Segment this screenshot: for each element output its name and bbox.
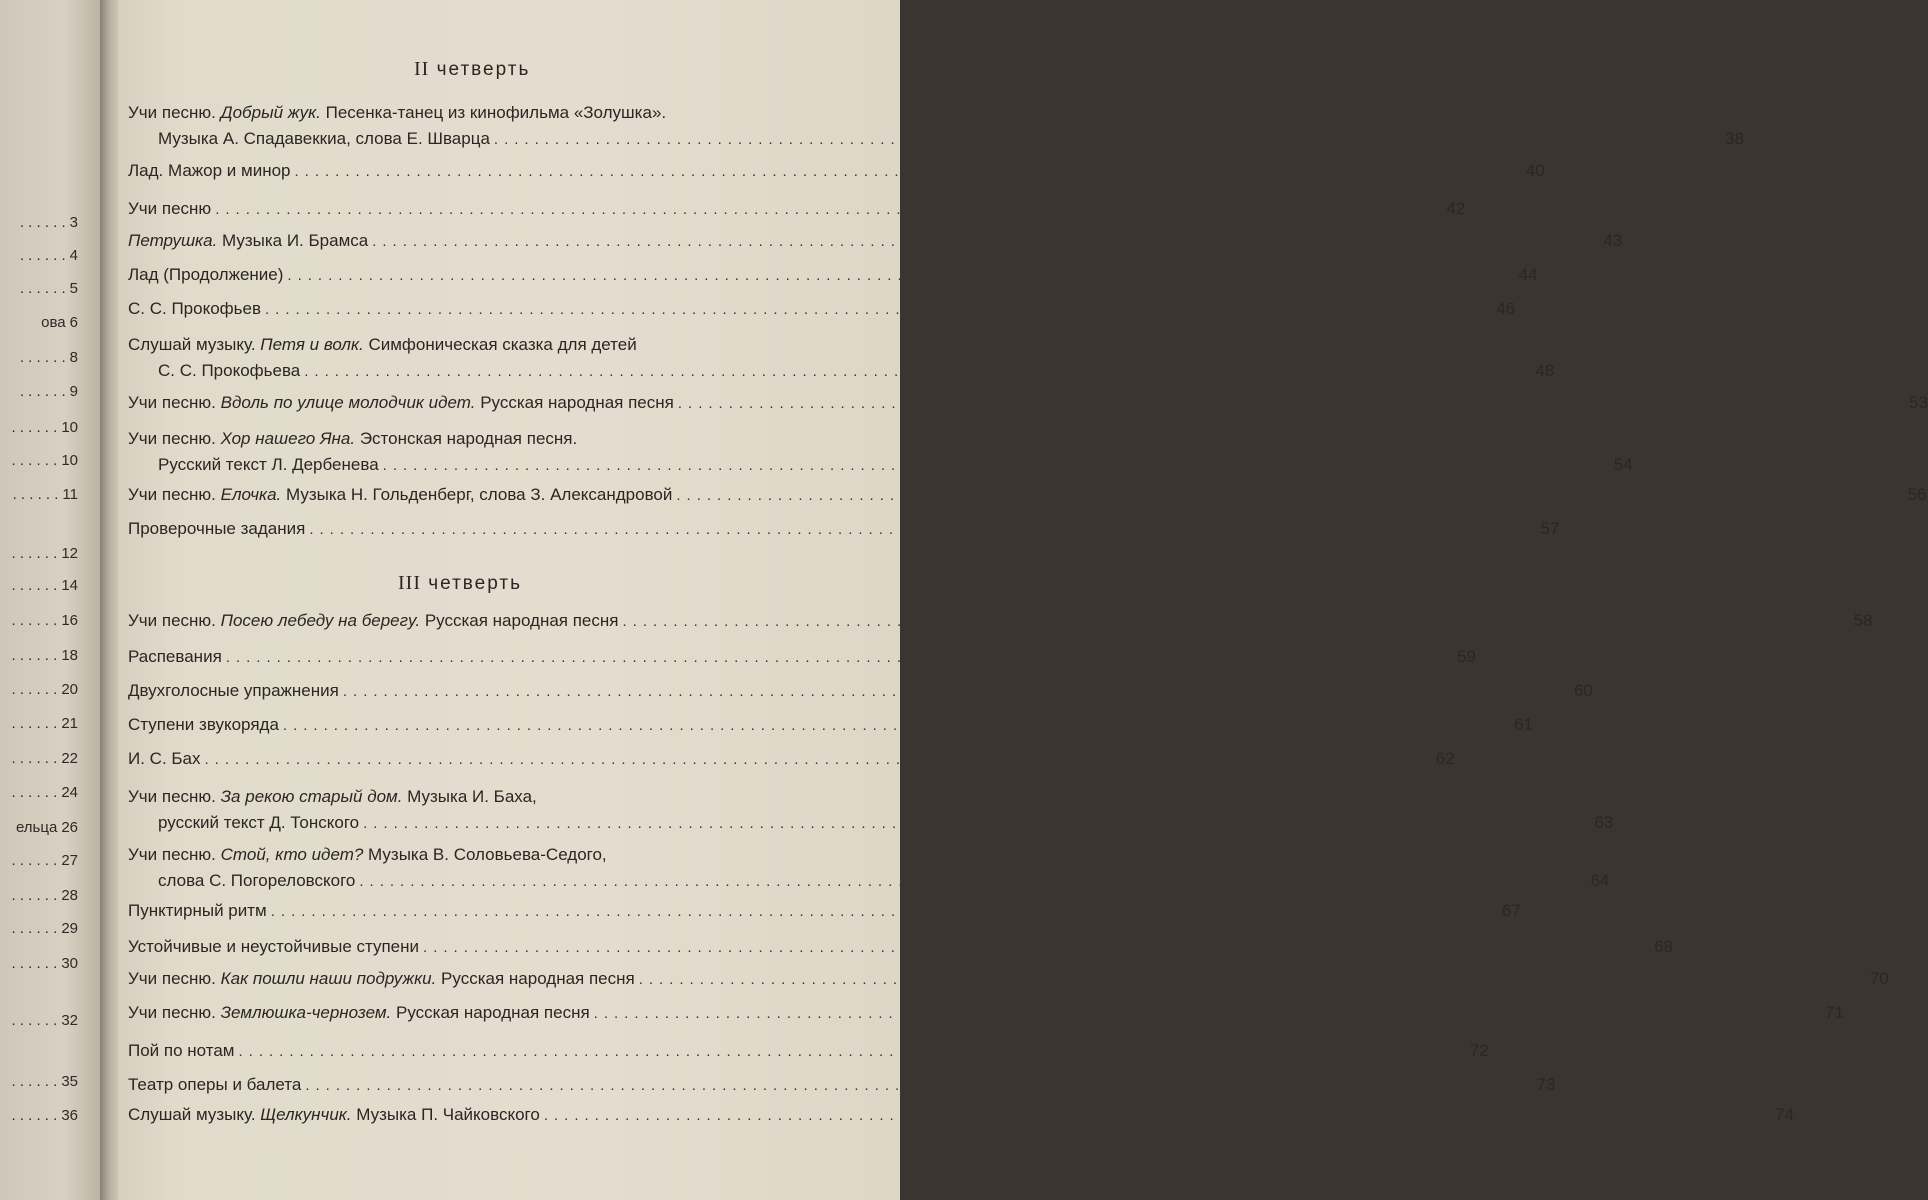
left-page-entry	[41, 314, 78, 331]
page-number: 6	[69, 314, 78, 331]
leader-dots: ........................................................................................................................	[204, 751, 1425, 768]
toc-entry	[128, 428, 1633, 477]
toc-entry-line	[128, 1074, 1556, 1097]
left-page-entry	[20, 383, 78, 400]
left-page-entry	[11, 920, 78, 937]
left-page-entry	[11, 852, 78, 869]
toc-entry	[128, 334, 1555, 383]
left-page-entry	[11, 1107, 78, 1124]
page-number: 46	[1496, 299, 1516, 318]
left-page-entry	[11, 955, 78, 972]
page-number: 9	[69, 383, 78, 400]
toc-entry	[128, 392, 1928, 415]
left-page-entry	[11, 612, 78, 629]
entry-fragment: . . . . . .	[11, 1073, 58, 1090]
page-number: 5	[69, 280, 78, 297]
entry-title: Учи песню. Стой, кто идет? Музыка В. Соловьева-Седого,	[128, 845, 607, 864]
page-number: 74	[1775, 1105, 1794, 1124]
page-number: 53	[1909, 393, 1928, 412]
left-page-entry	[13, 486, 78, 503]
page-number: 12	[61, 545, 78, 562]
entry-title: Петрушка. Музыка И. Брамса	[128, 231, 369, 250]
page-number: 32	[61, 1012, 78, 1029]
toc-entry	[128, 160, 1545, 183]
left-page-entry	[11, 1073, 78, 1090]
song-title: Добрый жук.	[220, 103, 321, 122]
toc-entry-line	[128, 714, 1534, 737]
left-page-entry	[11, 577, 78, 594]
entry-title: Учи песню. Посею лебеду на берегу. Русская народная песня	[128, 611, 619, 630]
song-title: Вдоль по улице молодчик идет.	[220, 393, 476, 412]
toc-entry-line	[128, 198, 1466, 221]
toc-entry-line	[128, 160, 1545, 183]
entry-fragment: . . . . . .	[11, 612, 58, 629]
page-number: 24	[61, 784, 78, 801]
leader-dots: ........................................................................................................................	[287, 267, 1508, 284]
leader-dots: ........................................................................................................................	[305, 1077, 1526, 1094]
toc-entry-line	[128, 1002, 1844, 1025]
song-title: Посею лебеду на берегу.	[220, 611, 421, 630]
toc-entry-line	[128, 936, 1674, 959]
entry-title: С. С. Прокофьев	[128, 299, 261, 318]
entry-fragment: ова	[41, 314, 66, 331]
entry-title: С. С. Прокофьева	[158, 361, 301, 380]
song-title: Как пошли наши подружки.	[220, 969, 437, 988]
left-page-entry	[11, 784, 78, 801]
section-heading-2: II четверть	[414, 58, 531, 80]
toc-entry-line	[128, 1104, 1794, 1127]
toc-entry	[128, 936, 1674, 959]
page-number: 64	[1590, 871, 1610, 890]
toc-entry-line	[128, 900, 1521, 923]
left-page-entry	[11, 681, 78, 698]
leader-dots: ........................................................................................................................	[282, 717, 1504, 734]
left-page-entry	[16, 819, 78, 836]
entry-title: Пой по нотам	[128, 1041, 235, 1060]
toc-entry	[128, 680, 1593, 703]
leader-dots: ........................................................................................................................	[363, 815, 1584, 832]
leader-dots: ........................................................................................................................	[309, 521, 1530, 538]
leader-dots: ........................................................................................................................	[238, 1043, 1459, 1060]
entry-fragment: . . . . . .	[11, 784, 58, 801]
page-number: 14	[61, 577, 78, 594]
toc-entry-line	[128, 392, 1928, 415]
entry-fragment: . . . . . .	[19, 383, 66, 400]
section-heading-3: III четверть	[398, 572, 523, 594]
toc-entry	[128, 518, 1560, 541]
page-number: 27	[61, 852, 78, 869]
page-number: 11	[62, 486, 78, 503]
toc-entry-line	[128, 298, 1516, 321]
entry-title: Учи песню. Землюшка-чернозем. Русская народная песня	[128, 1003, 590, 1022]
entry-fragment: . . . . . .	[11, 419, 58, 436]
toc-entry	[128, 844, 1610, 893]
entry-title: Учи песню. Как пошли наши подружки. Русская народная песня	[128, 969, 635, 988]
page-number: 8	[69, 349, 78, 366]
left-page-entry	[11, 545, 78, 562]
toc-entry	[128, 230, 1623, 253]
entry-title: Лад (Продолжение)	[128, 265, 284, 284]
page-number: 22	[61, 750, 78, 767]
song-title: Хор нашего Яна.	[220, 429, 356, 448]
entry-title: Пунктирный ритм	[128, 901, 267, 920]
leader-dots: ........................................................................................................................	[342, 683, 1563, 700]
page-number: 10	[61, 419, 78, 436]
entry-fragment: . . . . . .	[11, 920, 58, 937]
page-number: 28	[61, 887, 78, 904]
left-page-entry	[20, 349, 78, 366]
toc-entry-line	[128, 646, 1476, 669]
leader-dots: ........................................................................................................................	[677, 395, 1898, 412]
entry-fragment: . . . . . .	[11, 647, 58, 664]
entry-title: Учи песню. Вдоль по улице молодчик идет. Русская народная песня	[128, 393, 674, 412]
leader-dots: ........................................................................................................................	[359, 873, 1580, 890]
leader-dots: ........................................................................................................................	[493, 131, 1715, 148]
page-number: 61	[1514, 715, 1534, 734]
toc-entry-line	[128, 748, 1455, 771]
left-page-entry	[11, 419, 78, 436]
entry-fragment: . . . . . .	[19, 349, 66, 366]
leader-dots: ........................................................................................................................	[622, 613, 1843, 630]
leader-dots: ........................................................................................................................	[225, 649, 1446, 666]
toc-entry	[128, 1040, 1489, 1063]
page-number: 54	[1613, 455, 1633, 474]
leader-dots: ........................................................................................................................	[638, 971, 1859, 988]
entry-title: Распевания	[128, 647, 222, 666]
entry-title: Музыка А. Спадавеккиа, слова Е. Шварца	[158, 129, 490, 148]
entry-fragment: . . . . . .	[11, 1107, 58, 1124]
entry-title: Двухголосные упражнения	[128, 681, 339, 700]
page-number: 62	[1435, 749, 1455, 768]
entry-title: И. С. Бах	[128, 749, 201, 768]
page-number: 10	[61, 452, 78, 469]
page-number: 26	[61, 819, 78, 836]
toc-entry	[128, 968, 1889, 991]
page-number: 67	[1501, 901, 1521, 920]
page-number: 56	[1907, 485, 1927, 504]
left-page	[0, 0, 108, 1200]
left-page-entry	[11, 647, 78, 664]
entry-fragment: . . . . . .	[11, 715, 58, 732]
entry-fragment: . . . . . .	[11, 545, 58, 562]
left-page-entry	[11, 887, 78, 904]
page-number: 42	[1446, 199, 1466, 218]
page-number: 71	[1824, 1003, 1844, 1022]
entry-fragment: . . . . . .	[19, 280, 66, 297]
entry-title: Устойчивые и неустойчивые ступени	[128, 937, 420, 956]
entry-title: русский текст Д. Тонского	[158, 813, 360, 832]
entry-fragment: . . . . . .	[11, 852, 58, 869]
page-number: 30	[61, 955, 78, 972]
entry-fragment: . . . . . .	[11, 1012, 58, 1029]
entry-fragment: . . . . . .	[19, 247, 66, 264]
leader-dots: ........................................................................................................................	[215, 201, 1436, 218]
toc-entry	[128, 900, 1521, 923]
toc-entry	[128, 748, 1455, 771]
page-number: 48	[1535, 361, 1555, 380]
toc-entry-line	[128, 102, 880, 124]
page-number: 72	[1469, 1041, 1489, 1060]
entry-fragment: . . . . . .	[19, 214, 66, 231]
leader-dots: ........................................................................................................................	[294, 163, 1515, 180]
entry-title: Русский текст Л. Дербенева	[158, 455, 379, 474]
leader-dots: ........................................................................................................................	[423, 939, 1644, 956]
toc-entry	[128, 102, 1745, 151]
toc-entry	[128, 1104, 1794, 1127]
left-page-entry	[20, 214, 78, 231]
toc-entry-line	[128, 812, 1614, 835]
page-number: 57	[1540, 519, 1560, 538]
toc-entry-line	[128, 610, 1873, 633]
toc-entry	[128, 786, 1614, 835]
entry-title: Учи песню. За рекою старый дом. Музыка И. Баха,	[128, 787, 537, 806]
toc-entry-line	[128, 128, 1745, 151]
toc-entry-line	[128, 968, 1889, 991]
page-number: 40	[1525, 161, 1545, 180]
page-number: 38	[1725, 129, 1745, 148]
toc-entry	[128, 646, 1476, 669]
left-page-entry	[11, 452, 78, 469]
entry-title: Учи песню	[128, 199, 212, 218]
leader-dots: ........................................................................................................................	[304, 363, 1525, 380]
page-number: 58	[1853, 611, 1873, 630]
page-number: 29	[61, 920, 78, 937]
page-number: 43	[1603, 231, 1623, 250]
toc-entry	[128, 198, 1466, 221]
page-number: 68	[1654, 937, 1674, 956]
left-page-entry	[11, 715, 78, 732]
entry-title: слова С. Погореловского	[158, 871, 356, 890]
toc-entry-line	[128, 844, 880, 866]
toc-entry-line	[128, 870, 1610, 893]
song-title: Щелкунчик.	[260, 1105, 352, 1124]
toc-entry-line	[128, 360, 1555, 383]
page-number: 59	[1456, 647, 1476, 666]
page-number: 18	[61, 647, 78, 664]
page-number: 16	[61, 612, 78, 629]
left-page-entry	[20, 280, 78, 297]
toc-entry	[128, 714, 1534, 737]
song-title: Елочка.	[220, 485, 282, 504]
page-number: 36	[61, 1107, 78, 1124]
leader-dots: ........................................................................................................................	[676, 487, 1897, 504]
toc-entry	[128, 484, 1927, 507]
entry-title: Ступени звукоряда	[128, 715, 279, 734]
entry-title: Учи песню. Хор нашего Яна. Эстонская народная песня.	[128, 429, 578, 448]
entry-title: Учи песню. Елочка. Музыка Н. Гольденберг, слова З. Александровой	[128, 485, 673, 504]
page-number: 44	[1518, 265, 1538, 284]
song-title: Петя и волк.	[260, 335, 364, 354]
toc-entry-line	[128, 454, 1633, 477]
entry-fragment: ельца	[15, 819, 58, 836]
leader-dots: ........................................................................................................................	[270, 903, 1491, 920]
page-number: 63	[1594, 813, 1614, 832]
page-number: 3	[69, 214, 78, 231]
toc-entry-line	[128, 1040, 1489, 1063]
toc-entry-line	[128, 264, 1538, 287]
page-number: 4	[69, 247, 78, 264]
song-title: Петрушка.	[128, 231, 218, 250]
entry-title: Слушай музыку. Петя и волк. Симфоническая сказка для детей	[128, 335, 637, 354]
left-page-entry	[11, 750, 78, 767]
entry-title: Лад. Мажор и минор	[128, 161, 291, 180]
toc-entry-line	[128, 334, 880, 356]
page-number: 21	[61, 715, 78, 732]
leader-dots: ........................................................................................................................	[593, 1005, 1814, 1022]
toc-entry-line	[128, 484, 1927, 507]
leader-dots: ........................................................................................................................	[372, 233, 1593, 250]
page-number: 70	[1869, 969, 1889, 988]
entry-title: Театр оперы и балета	[128, 1075, 302, 1094]
entry-fragment: . . . . . .	[11, 955, 58, 972]
toc-entry-line	[128, 680, 1593, 703]
toc-entry	[128, 610, 1873, 633]
toc-entry	[128, 264, 1538, 287]
song-title: За рекою старый дом.	[220, 787, 403, 806]
song-title: Землюшка-чернозем.	[220, 1003, 392, 1022]
entry-fragment: . . . . . .	[11, 887, 58, 904]
leader-dots: ........................................................................................................................	[543, 1107, 1764, 1124]
entry-fragment: . . . . . .	[11, 681, 58, 698]
toc-entry	[128, 1002, 1844, 1025]
song-title: Стой, кто идет?	[220, 845, 364, 864]
page-number: 35	[61, 1073, 78, 1090]
toc-entry-line	[128, 428, 880, 450]
toc-entry-line	[128, 786, 880, 808]
entry-fragment: . . . . . .	[11, 452, 58, 469]
toc-entry-line	[128, 230, 1623, 253]
entry-fragment: . . . . . .	[12, 486, 59, 503]
entry-title: Проверочные задания	[128, 519, 306, 538]
page-number: 60	[1574, 681, 1593, 700]
entry-fragment: . . . . . .	[11, 750, 58, 767]
leader-dots: ........................................................................................................................	[382, 457, 1603, 474]
toc-entry-line	[128, 518, 1560, 541]
entry-fragment: . . . . . .	[11, 577, 58, 594]
left-page-entry	[20, 247, 78, 264]
page-number: 73	[1536, 1075, 1556, 1094]
toc-entry	[128, 298, 1516, 321]
page-number: 20	[61, 681, 78, 698]
toc-entry	[128, 1074, 1556, 1097]
entry-title: Слушай музыку. Щелкунчик. Музыка П. Чайковского	[128, 1105, 540, 1124]
left-page-entry	[11, 1012, 78, 1029]
entry-title: Учи песню. Добрый жук. Песенка-танец из кинофильма «Золушка».	[128, 103, 667, 122]
leader-dots: ........................................................................................................................	[265, 301, 1486, 318]
